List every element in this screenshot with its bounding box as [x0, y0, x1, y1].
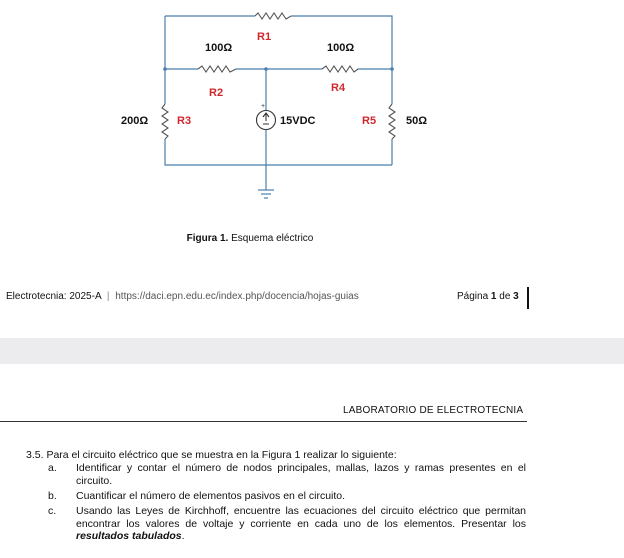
- page-break-gap: [0, 338, 624, 364]
- footer-url-link[interactable]: https://daci.epn.edu.ec/index.php/docencia/hojas-guias: [115, 291, 359, 302]
- footer-page-number: [457, 291, 519, 302]
- caption-text: Esquema eléctrico: [231, 233, 314, 244]
- r2-name: R2: [209, 87, 224, 99]
- circuit-wires: [165, 16, 392, 190]
- item-letter: a.: [48, 462, 57, 474]
- item-text: Identificar y contar el número de nodos principales, mallas, lazos y ramas presentes en el circuito.: [76, 462, 526, 487]
- item-emphasis: resultados tabulados: [76, 530, 182, 542]
- r1-name: R1: [257, 31, 272, 43]
- item-text-end: .: [181, 530, 185, 542]
- node-right: [390, 67, 394, 71]
- r4-value: 100Ω: [327, 42, 355, 54]
- question-line: [26, 449, 526, 462]
- question-number: 3.5.: [26, 449, 44, 461]
- r2-value: 100Ω: [205, 42, 233, 54]
- page-of: de: [499, 291, 511, 302]
- page-current: 1: [490, 291, 497, 302]
- resistor-r3: [162, 104, 168, 139]
- question-text: Para el circuito eléctrico que se muestra en la Figura 1 realizar lo siguiente:: [46, 449, 397, 461]
- item-text: Cuantificar el número de elementos pasivos en el circuito.: [76, 490, 346, 502]
- node-center: [264, 67, 268, 71]
- footer-vertical-bar: [527, 287, 529, 309]
- page-footer: [6, 291, 526, 302]
- item-text-block: [76, 505, 526, 543]
- item-letter: c.: [48, 505, 57, 517]
- page-total: 3: [513, 291, 519, 302]
- header-rule: [0, 421, 527, 422]
- circuit-diagram: [0, 0, 624, 230]
- source-label: 15VDC: [280, 115, 316, 127]
- resistor-r5: [389, 104, 395, 139]
- caption-prefix: Figura 1.: [186, 233, 229, 244]
- svg-text:+: +: [261, 103, 266, 110]
- resistor-r2: [198, 66, 236, 72]
- item-letter: b.: [48, 490, 57, 502]
- r4-name: R4: [331, 82, 346, 94]
- figure-caption: [0, 233, 500, 244]
- r3-name: R3: [177, 115, 192, 127]
- r5-value: 50Ω: [406, 115, 428, 127]
- lab-header-title: LABORATORIO DE ELECTROTECNIA: [343, 405, 524, 416]
- node-left: [163, 67, 167, 71]
- footer-course: Electrotecnia: 2025-A: [6, 291, 102, 302]
- r3-value: 200Ω: [121, 115, 149, 127]
- page-word: Página: [457, 291, 489, 302]
- resistor-r4: [322, 66, 358, 72]
- item-text: Usando las Leyes de Kirchhoff, encuentre las ecuaciones del circuito eléctrico que permitan encontrar los valores de voltaje y corriente en cada uno de los elementos. Presentar los: [76, 505, 526, 530]
- r5-name: R5: [362, 115, 377, 127]
- ground-icon: [258, 190, 274, 198]
- resistor-r1: [255, 13, 291, 19]
- footer-separator: |: [106, 291, 110, 302]
